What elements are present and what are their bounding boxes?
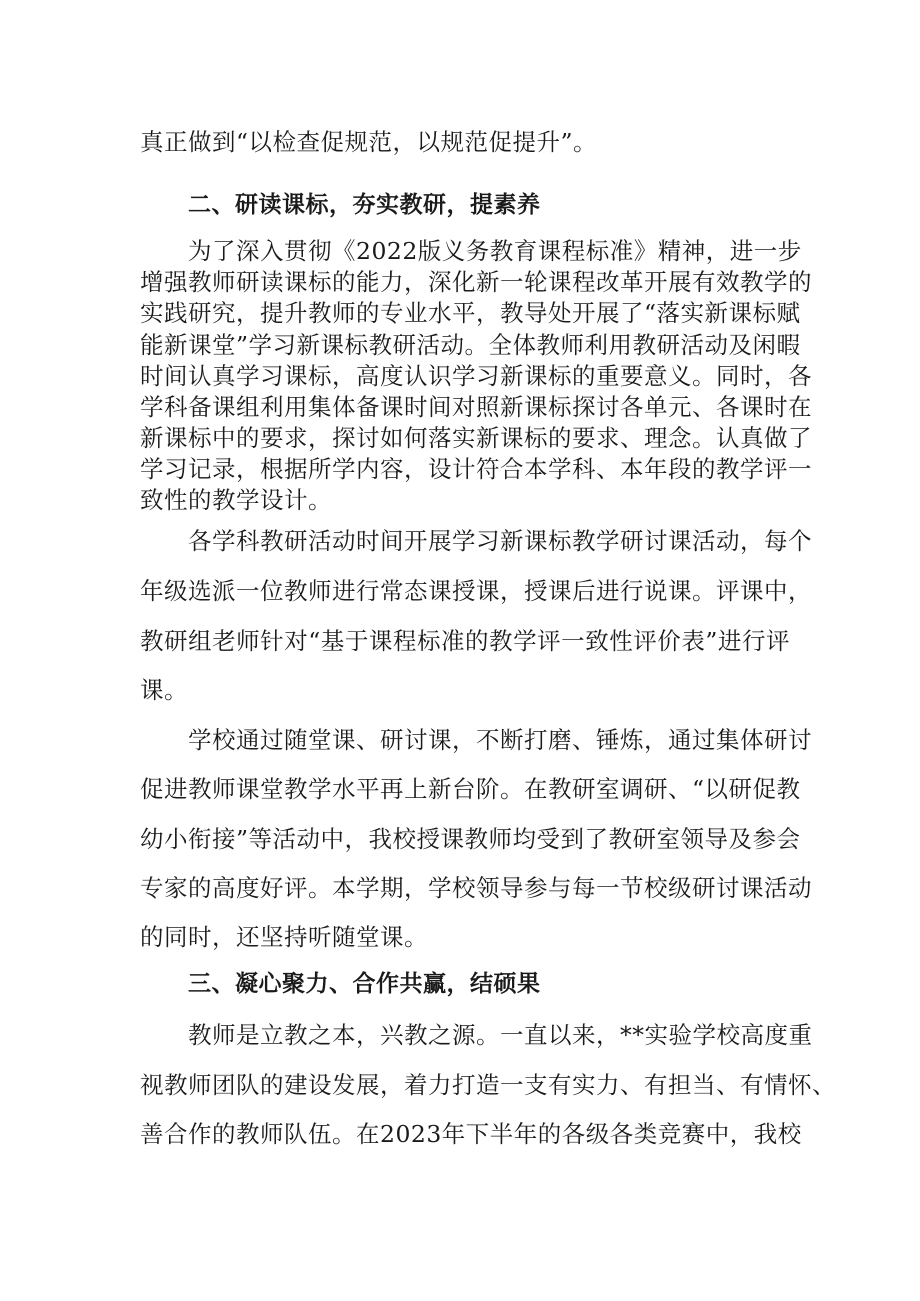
paragraph-line: 的同时，还坚持听随堂课。 xyxy=(140,923,428,951)
paragraph-line: 视教师团队的建设发展，着力打造一支有实力、有担当、有情怀、 xyxy=(140,1071,836,1099)
paragraph-line: 致性的教学设计。 xyxy=(140,486,332,514)
paragraph-line: 实践研究，提升教师的专业水平，教导处开展了“落实新课标赋 xyxy=(140,299,801,327)
paragraph-line: 善合作的教师队伍。在2023年下半年的各级各类竞赛中，我校 xyxy=(140,1120,802,1148)
paragraph-line: 促进教师课堂教学水平再上新台阶。在教研室调研、“以研促教 xyxy=(140,775,801,803)
paragraph-line: 学习记录，根据所学内容，设计符合本学科、本年段的教学评一 xyxy=(140,455,812,483)
paragraph-line: 年级选派一位教师进行常态课授课，授课后进行说课。评课中， xyxy=(140,577,812,605)
paragraph-line: 学校通过随堂课、研讨课，不断打磨、锤炼，通过集体研讨 xyxy=(188,726,812,754)
paragraph-line: 各学科教研活动时间开展学习新课标教学研讨课活动，每个 xyxy=(188,527,812,555)
paragraph-line: 真正做到“以检查促规范，以规范促提升”。 xyxy=(140,128,598,156)
paragraph-line: 课。 xyxy=(140,676,188,704)
paragraph-line: 专家的高度好评。本学期，学校领导参与每一节校级研讨课活动 xyxy=(140,874,812,902)
section-heading-2: 二、研读课标，夯实教研，提素养 xyxy=(188,192,541,218)
paragraph-line: 教师是立教之本，兴教之源。一直以来，**实验学校高度重 xyxy=(188,1021,813,1049)
paragraph-line: 幼小衔接”等活动中，我校授课教师均受到了教研室领导及参会 xyxy=(140,825,801,853)
paragraph-line: 为了深入贯彻《2022版义务教育课程标准》精神，进一步 xyxy=(188,237,802,265)
paragraph-line: 教研组老师针对“基于课程标准的教学评一致性评价表”进行评 xyxy=(140,627,790,655)
paragraph-line: 学科备课组利用集体备课时间对照新课标探讨各单元、各课时在 xyxy=(140,393,812,421)
paragraph-line: 能新课堂”学习新课标教研活动。全体教师利用教研活动及闲暇 xyxy=(140,331,801,359)
section-heading-3: 三、凝心聚力、合作共赢，结硕果 xyxy=(188,971,541,997)
paragraph-line: 增强教师研读课标的能力，深化新一轮课程改革开展有效教学的 xyxy=(140,268,812,296)
paragraph-line: 时间认真学习课标，高度认识学习新课标的重要意义。同时，各 xyxy=(140,362,812,390)
paragraph-line: 新课标中的要求，探讨如何落实新课标的要求、理念。认真做了 xyxy=(140,424,812,452)
